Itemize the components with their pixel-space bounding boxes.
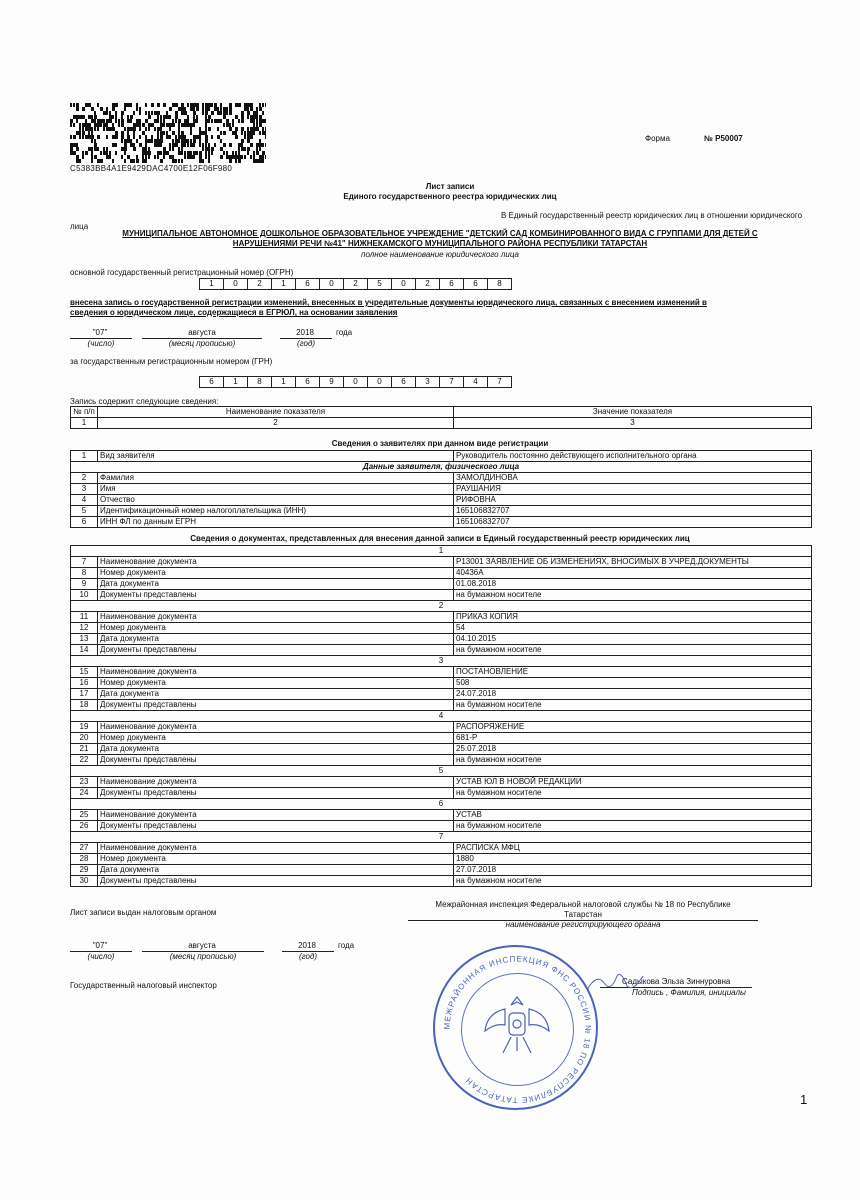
date2-day: "07" — [92, 941, 108, 950]
table-row: 19 Наименование документа РАСПОРЯЖЕНИЕ — [71, 722, 812, 733]
document-subtitle: Единого государственного реестра юридических лиц — [343, 192, 557, 201]
documents-title: Сведения о документах, представленных для внесения данной записи в Единый государственный реестр юридических лиц — [190, 534, 690, 543]
ogrn-label: основной государственный регистрационный номер (ОГРН) — [70, 268, 294, 277]
grn-digit: 6 — [199, 376, 224, 388]
documents-table — [70, 545, 812, 887]
ogrn-digit: 6 — [440, 278, 464, 290]
table-row: 17 Дата документа 24.07.2018 — [71, 689, 812, 700]
table-row: 5 Идентификационный номер налогоплательщика (ИНН) 165106832707 — [71, 506, 812, 517]
group-row: 6 — [71, 799, 812, 810]
date1-cap-year: (год) — [296, 339, 316, 348]
table-row: 22 Документы представлены на бумажном носителе — [71, 755, 812, 766]
ogrn-digit: 8 — [488, 278, 512, 290]
group-row: 4 — [71, 711, 812, 722]
ogrn-digit: 0 — [320, 278, 344, 290]
date2-month: августа — [188, 941, 216, 950]
table-row: 12 Номер документа 54 — [71, 623, 812, 634]
applicants-table — [70, 450, 812, 528]
eagle-emblem-icon — [485, 997, 549, 1053]
col-name-header: Наименование показателя — [98, 407, 454, 418]
table-row: 14 Документы представлены на бумажном носителе — [71, 645, 812, 656]
date1-cap-day: (число) — [87, 339, 115, 348]
table-row: 6 ИНН ФЛ по данным ЕГРН 165106832707 — [71, 517, 812, 528]
stamp-text: МЕЖРАЙОННАЯ ИНСПЕКЦИЯ ФНС РОССИИ № 18 ПО РЕСПУБЛИКЕ ТАТАРСТАН — [442, 954, 593, 1105]
date2-year: 2018 — [298, 941, 316, 950]
col-value-index: 3 — [454, 418, 812, 429]
org-name-caption: полное наименование юридического лица — [361, 250, 519, 259]
applicants-title: Сведения о заявителях при данном виде регистрации — [331, 439, 549, 448]
date1-year: 2018 — [296, 328, 314, 337]
authority-line1: Межрайонная инспекция Федеральной налоговой службы № 18 по Республике — [435, 900, 731, 909]
table-row: 23 Наименование документа УСТАВ ЮЛ В НОВОЙ РЕДАКЦИИ — [71, 777, 812, 788]
intro-text: В Единый государственный реестр юридических лиц в отношении юридического — [501, 211, 803, 220]
ogrn-digit: 1 — [199, 278, 224, 290]
date2-cap-year: (год) — [298, 952, 318, 961]
form-label: Форма — [645, 134, 670, 143]
authority-caption: наименование регистрирующего органа — [505, 920, 661, 929]
date2-cap-month: (месяц прописью) — [169, 952, 237, 961]
authority-line2: Татарстан — [564, 910, 602, 919]
contains-label: Запись содержит следующие сведения: — [70, 397, 219, 406]
group-row: 2 — [71, 601, 812, 612]
signature — [585, 970, 645, 996]
intro-word: лица — [70, 222, 89, 231]
ogrn-digit: 6 — [464, 278, 488, 290]
date1-cap-month: (месяц прописью) — [168, 339, 236, 348]
group-row: 7 — [71, 832, 812, 843]
form-number: № Р50007 — [704, 134, 743, 143]
entry-line2: сведения о юридическом лице, содержащиеся в ЕГРЮЛ, на основании заявления — [70, 308, 398, 317]
table-row: 30 Документы представлены на бумажном носителе — [71, 876, 812, 887]
col-number-index: 1 — [71, 418, 98, 429]
group-row: 3 — [71, 656, 812, 667]
barcode — [70, 103, 266, 163]
grn-digit: 7 — [440, 376, 464, 388]
col-name-index: 2 — [98, 418, 454, 429]
org-name-line2: НАРУШЕНИЯМИ РЕЧИ №41" НИЖНЕКАМСКОГО МУНИЦИПАЛЬНОГО РАЙОНА РЕСПУБЛИКИ ТАТАРСТАН — [232, 239, 648, 248]
table-row: 3 Имя РАУШАНИЯ — [71, 484, 812, 495]
table-row: 7 Наименование документа Р13001 ЗАЯВЛЕНИЕ ОБ ИЗМЕНЕНИЯХ, ВНОСИМЫХ В УЧРЕД.ДОКУМЕНТЫ — [71, 557, 812, 568]
page-number: 1 — [800, 1092, 808, 1107]
date1-day: "07" — [92, 328, 108, 337]
table-row: 11 Наименование документа ПРИКАЗ КОПИЯ — [71, 612, 812, 623]
table-row: 25 Наименование документа УСТАВ — [71, 810, 812, 821]
ogrn-digit: 2 — [416, 278, 440, 290]
document-title: Лист записи — [425, 182, 475, 191]
ogrn-digit: 2 — [248, 278, 272, 290]
table-row: 24 Документы представлены на бумажном носителе — [71, 788, 812, 799]
barcode-text: C5383BB4A1E9429DAC4700E12F06F980 — [70, 164, 233, 173]
official-stamp — [433, 945, 598, 1110]
entry-line1: внесена запись о государственной регистрации изменений, внесенных в учредительные документы юридического лица, связанных с внесением изменений в — [70, 298, 707, 307]
table-row: 9 Дата документа 01.08.2018 — [71, 579, 812, 590]
group-row: 5 — [71, 766, 812, 777]
date2-cap-day: (число) — [87, 952, 115, 961]
table-row: 13 Дата документа 04.10.2015 — [71, 634, 812, 645]
ogrn-digit: 0 — [224, 278, 248, 290]
grn-digit: 8 — [248, 376, 272, 388]
group-row: 1 — [71, 546, 812, 557]
table-row: 8 Номер документа 40436А — [71, 568, 812, 579]
table-row: 4 Отчество РИФОВНА — [71, 495, 812, 506]
grn-digit: 1 — [272, 376, 296, 388]
grn-digit: 7 — [488, 376, 512, 388]
applicant-subtitle: Данные заявителя, физического лица — [71, 462, 812, 473]
org-name-line1: МУНИЦИПАЛЬНОЕ АВТОНОМНОЕ ДОШКОЛЬНОЕ ОБРАЗОВАТЕЛЬНОЕ УЧРЕЖДЕНИЕ "ДЕТСКИЙ САД КОМБИНИРОВАННОГО ВИДА С ГРУППАМИ ДЛЯ ДЕТЕЙ С — [122, 229, 758, 238]
grn-digit: 0 — [344, 376, 368, 388]
table-row: 1 Вид заявителя Руководитель постоянно действующего исполнительного органа — [71, 451, 812, 462]
col-number-header: № п/п — [71, 407, 98, 418]
svg-text:МЕЖРАЙОННАЯ ИНСПЕКЦИЯ ФНС РОСС — [442, 954, 592, 1104]
ogrn-cells — [199, 278, 512, 290]
table-row: 2 Фамилия ЗАМОЛДИНОВА — [71, 473, 812, 484]
table-row: 28 Номер документа 1880 — [71, 854, 812, 865]
ogrn-digit: 5 — [368, 278, 392, 290]
grn-digit: 4 — [464, 376, 488, 388]
grn-digit: 3 — [416, 376, 440, 388]
issued-label: Лист записи выдан налоговым органом — [70, 908, 217, 917]
table-row: 29 Дата документа 27.07.2018 — [71, 865, 812, 876]
grn-digit: 0 — [368, 376, 392, 388]
ogrn-digit: 1 — [272, 278, 296, 290]
inspector-label: Государственный налоговый инспектор — [70, 981, 217, 990]
grn-digit: 1 — [224, 376, 248, 388]
table-row — [71, 462, 812, 473]
grn-digit: 9 — [320, 376, 344, 388]
table-row: 21 Дата документа 25.07.2018 — [71, 744, 812, 755]
date2-year-suffix: года — [338, 941, 355, 950]
signer-caption: Подпись , Фамилия, инициалы — [632, 988, 746, 997]
table-row: 10 Документы представлены на бумажном носителе — [71, 590, 812, 601]
ogrn-digit: 2 — [344, 278, 368, 290]
grn-digit: 6 — [296, 376, 320, 388]
table-row: 18 Документы представлены на бумажном носителе — [71, 700, 812, 711]
date1-year-suffix: года — [336, 328, 353, 337]
grn-cells — [199, 376, 512, 388]
table-row: 16 Номер документа 508 — [71, 678, 812, 689]
signer-name: Садыкова Эльза Зиннуровна — [622, 977, 731, 986]
ogrn-digit: 6 — [296, 278, 320, 290]
col-value-header: Значение показателя — [454, 407, 812, 418]
grn-digit: 6 — [392, 376, 416, 388]
table-row: 26 Документы представлены на бумажном носителе — [71, 821, 812, 832]
table-row: 20 Номер документа 681-Р — [71, 733, 812, 744]
table-row: 27 Наименование документа РАСПИСКА МФЦ — [71, 843, 812, 854]
date1-month: августа — [188, 328, 216, 337]
table-row: 15 Наименование документа ПОСТАНОВЛЕНИЕ — [71, 667, 812, 678]
ogrn-digit: 0 — [392, 278, 416, 290]
grn-label: за государственным регистрационным номером (ГРН) — [70, 357, 273, 366]
header-table — [70, 406, 812, 429]
